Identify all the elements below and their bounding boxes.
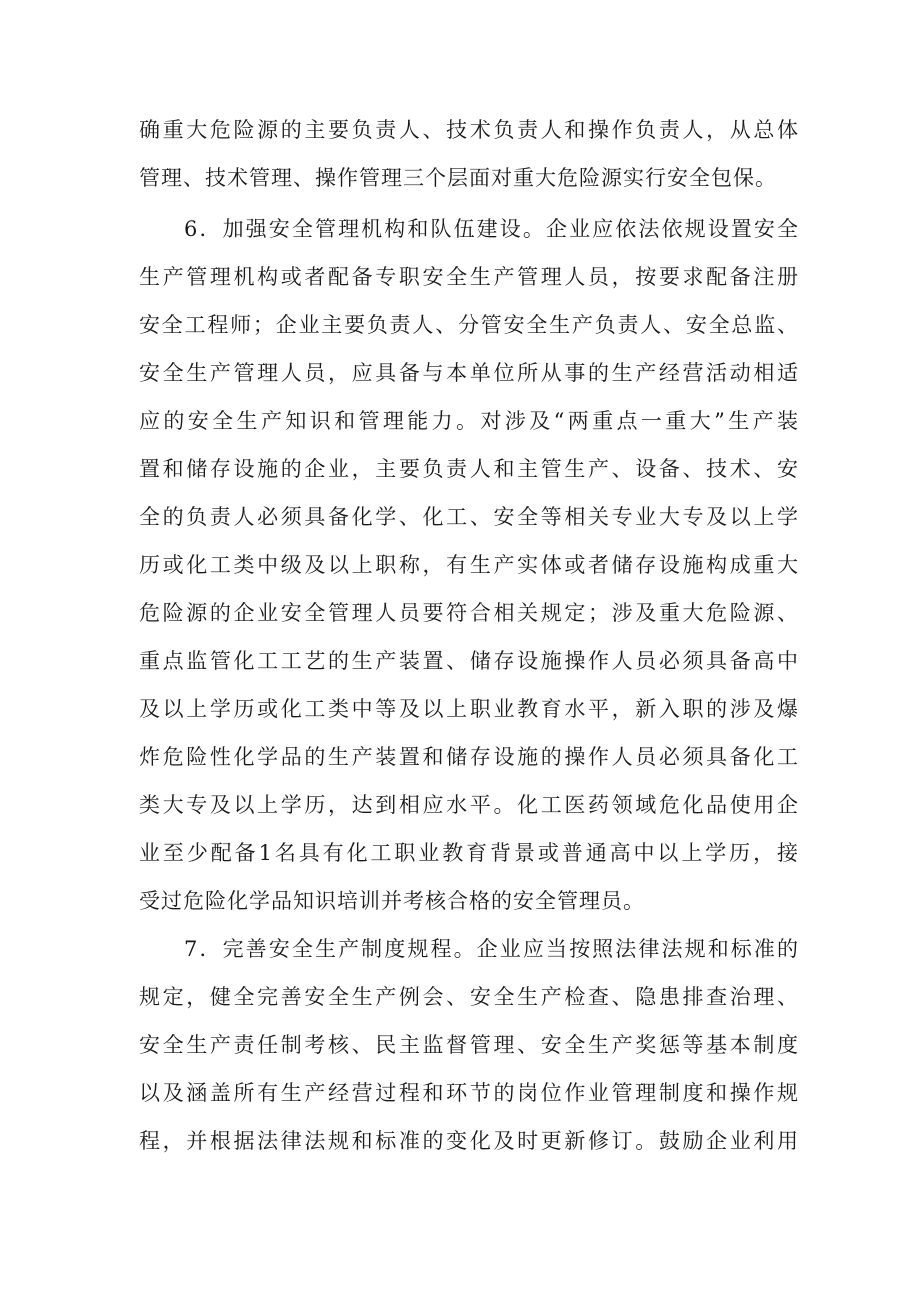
text-line: 安全工程师；企业主要负责人、分管安全生产负责人、安全总监、 xyxy=(139,313,799,337)
text-line: 历或化工类中级及以上职称，有生产实体或者储存设施构成重大 xyxy=(139,553,799,577)
text-line: 规定，健全完善安全生产例会、安全生产检查、隐患排查治理、 xyxy=(139,985,799,1009)
text-line: 置和储存设施的企业，主要负责人和主管生产、设备、技术、安 xyxy=(139,457,799,481)
text-line: 重点监管化工工艺的生产装置、储存设施操作人员必须具备高中 xyxy=(139,649,799,673)
text-line: 应的安全生产知识和管理能力。对涉及“两重点一重大”生产装 xyxy=(139,409,799,433)
text-line: 危险源的企业安全管理人员要符合相关规定；涉及重大危险源、 xyxy=(139,601,799,625)
text-line: 受过危险化学品知识培训并考核合格的安全管理员。 xyxy=(139,889,645,913)
text-line: 以及涵盖所有生产经营过程和环节的岗位作业管理制度和操作规 xyxy=(139,1081,799,1105)
text-line: 确重大危险源的主要负责人、技术负责人和操作负责人，从总体 xyxy=(139,118,799,142)
text-line: 7．完善安全生产制度规程。企业应当按照法律法规和标准的 xyxy=(184,937,799,961)
text-line: 全的负责人必须具备化学、化工、安全等相关专业大专及以上学 xyxy=(139,505,799,529)
text-line: 及以上学历或化工类中等及以上职业教育水平，新入职的涉及爆 xyxy=(139,697,799,721)
text-line: 安全生产管理人员，应具备与本单位所从事的生产经营活动相适 xyxy=(139,361,799,385)
text-line: 6．加强安全管理机构和队伍建设。企业应依法依规设置安全 xyxy=(184,217,799,241)
text-line: 安全生产责任制考核、民主监督管理、安全生产奖惩等基本制度 xyxy=(139,1033,799,1057)
text-line: 管理、技术管理、操作管理三个层面对重大危险源实行安全包保。 xyxy=(139,166,777,190)
text-line: 生产管理机构或者配备专职安全生产管理人员，按要求配备注册 xyxy=(139,265,799,289)
text-line: 业至少配备1名具有化工职业教育背景或普通高中以上学历，接 xyxy=(139,841,799,865)
text-line: 炸危险性化学品的生产装置和储存设施的操作人员必须具备化工 xyxy=(139,745,799,769)
text-line: 程，并根据法律法规和标准的变化及时更新修订。鼓励企业利用 xyxy=(139,1129,799,1153)
text-line: 类大专及以上学历，达到相应水平。化工医药领域危化品使用企 xyxy=(139,793,799,817)
